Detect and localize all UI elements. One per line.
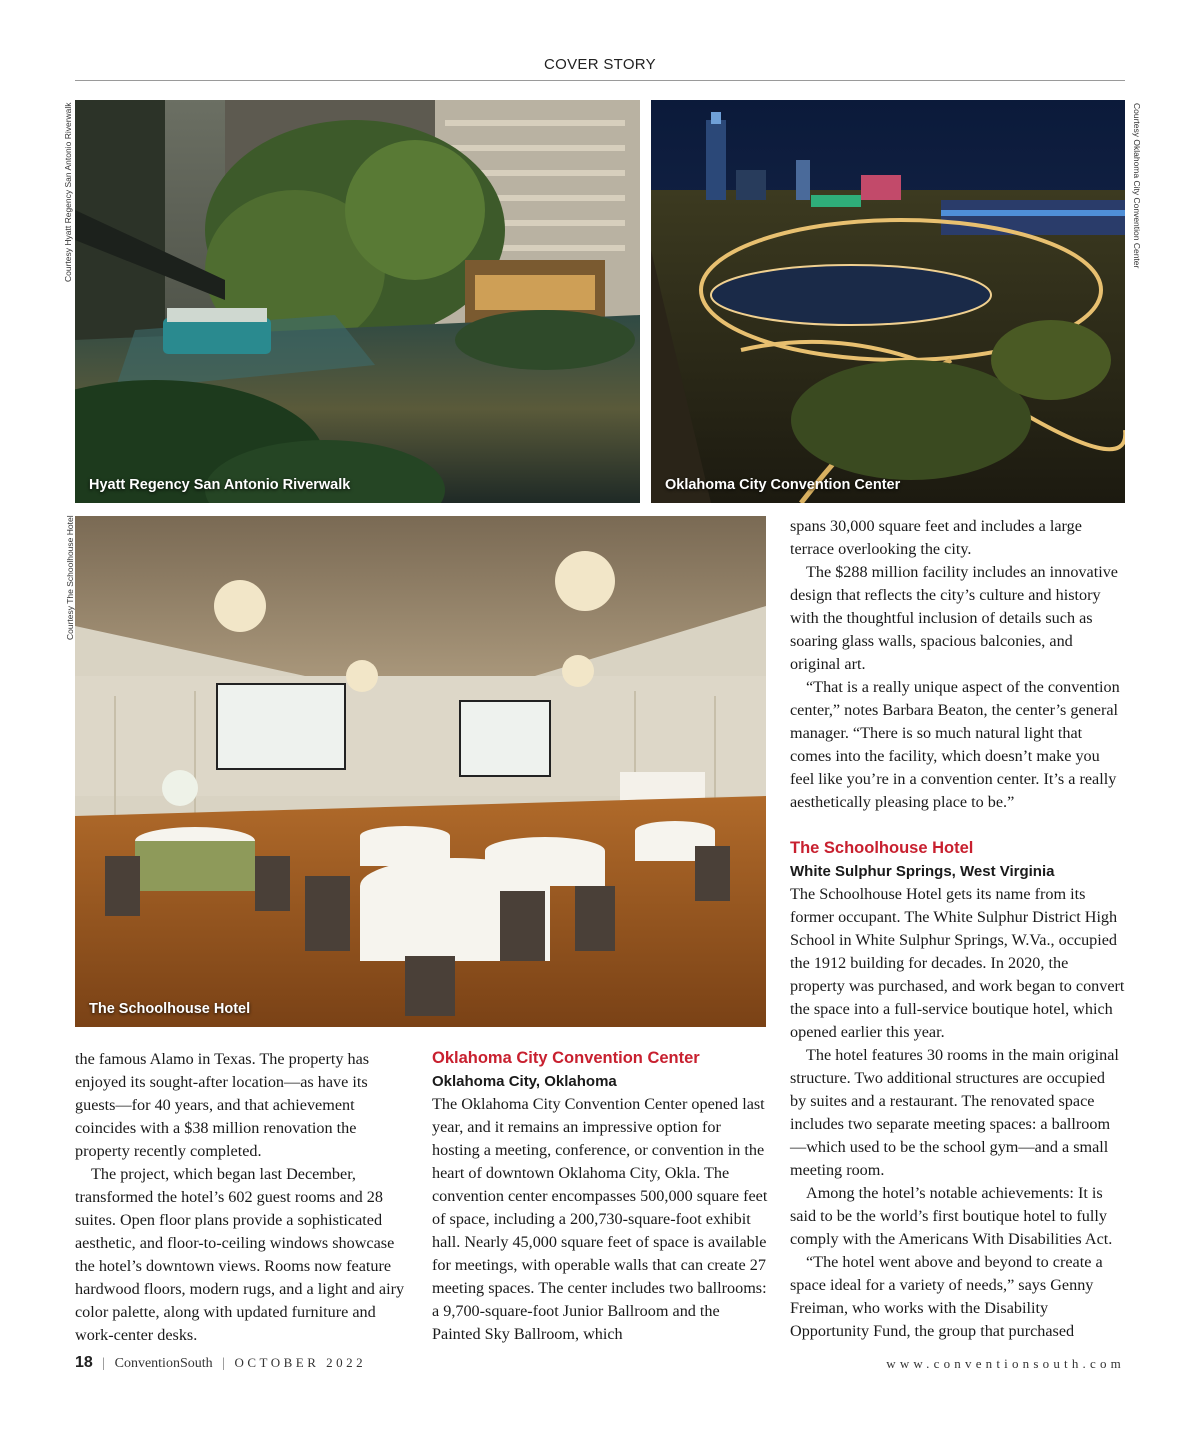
paragraph: The $288 million facility includes an innovative design that reflects the city’s culture and history with the thoughtful inclusion of details such as soaring glass walls, spacious balconies, and original art.	[790, 563, 1118, 673]
magazine-name: ConventionSouth	[114, 1356, 213, 1371]
paragraph: The Oklahoma City Convention Center opened last year, and it remains an impressive option for hosting a meeting, conference, or convention in the heart of downtown Oklahoma City, Okla. The convention center encompasses 500,000 square feet of space, including a 200,730-square-foot exhibit hall. Nearly 45,000 square feet of space is available for meetings, with operable walls that can create 27 meeting spaces. The center includes two ballrooms: a 9,700-square-foot Junior Ballroom and the Painted Sky Ballroom, which	[432, 1095, 768, 1343]
footer-separator: |	[102, 1356, 106, 1371]
photo-credit: Courtesy The Schoolhouse Hotel	[65, 515, 75, 640]
article-column-2	[432, 1047, 770, 1346]
paragraph: “That is a really unique aspect of the convention center,” notes Barbara Beaton, the center’s general manager. “There is so much natural light that comes into the facility, which doesn’t make you feel like you’re in a convention center. It’s a really aesthetically pleasing place to be.”	[790, 678, 1120, 811]
footer-separator: |	[222, 1356, 225, 1371]
paragraph: “The hotel went above and beyond to create a space ideal for a variety of needs,” says Genny Freiman, who works with the Disability Opportunity Fund, the group that purchased	[790, 1253, 1103, 1340]
section-header: COVER STORY	[544, 56, 656, 73]
photo-caption: Oklahoma City Convention Center	[665, 477, 901, 493]
section-title-schoolhouse: The Schoolhouse Hotel	[790, 839, 974, 857]
footer-folio	[75, 1354, 366, 1372]
issue-date: OCTOBER 2022	[234, 1355, 367, 1370]
paragraph: Among the hotel’s notable achievements: It is said to be the world’s first boutique hotel to fully comply with the Americans With Disabilities Act.	[790, 1184, 1113, 1248]
photo-hyatt-riverwalk	[75, 100, 640, 503]
footer-url[interactable]: www.conventionsouth.com	[886, 1356, 1125, 1371]
paragraph: The project, which began last December, transformed the hotel’s 602 guest rooms and 28 suites. Open floor plans provide a sophisticated aesthetic, and floor-to-ceiling windows showcase the hotel’s downtown views. Rooms now feature hardwood floors, modern rugs, and a light and airy color palette, along with updated furniture and work-center desks.	[75, 1165, 405, 1344]
section-title-okc: Oklahoma City Convention Center	[432, 1049, 700, 1067]
section-location-schoolhouse: White Sulphur Springs, West Virginia	[790, 863, 1055, 880]
paragraph: the famous Alamo in Texas. The property has enjoyed its sought-after location—as have its guests—for 40 years, and that achievement coincides with a $38 million renovation the property recently completed.	[75, 1050, 370, 1160]
photo-credit: Courtesy Hyatt Regency San Antonio Riverwalk	[63, 102, 73, 282]
photo-credit: Courtesy Oklahoma City Convention Center	[1132, 103, 1142, 269]
header-divider	[75, 80, 1125, 81]
page-number: 18	[75, 1354, 93, 1371]
article-column-3	[790, 515, 1125, 1343]
section-location-okc: Oklahoma City, Oklahoma	[432, 1073, 617, 1090]
photo-caption: Hyatt Regency San Antonio Riverwalk	[89, 477, 351, 493]
article-column-1	[75, 1048, 405, 1347]
photo-okc-convention-center	[651, 100, 1125, 503]
paragraph: spans 30,000 square feet and includes a large terrace overlooking the city.	[790, 517, 1082, 558]
paragraph: The hotel features 30 rooms in the main original structure. Two additional structures are occupied by suites and a restaurant. The renovated space includes two separate meeting spaces: a ballroom—which used to be the school gym—and a small meeting room.	[790, 1046, 1119, 1179]
photo-schoolhouse-ballroom	[75, 516, 766, 1027]
photo-caption: The Schoolhouse Hotel	[89, 1001, 251, 1017]
paragraph: The Schoolhouse Hotel gets its name from its former occupant. The White Sulphur District High School in White Sulphur Springs, W.Va., occupied the 1912 building for decades. In 2020, the property was purchased, and work began to convert the space into a full-service boutique hotel, which opened earlier this year.	[790, 885, 1125, 1041]
